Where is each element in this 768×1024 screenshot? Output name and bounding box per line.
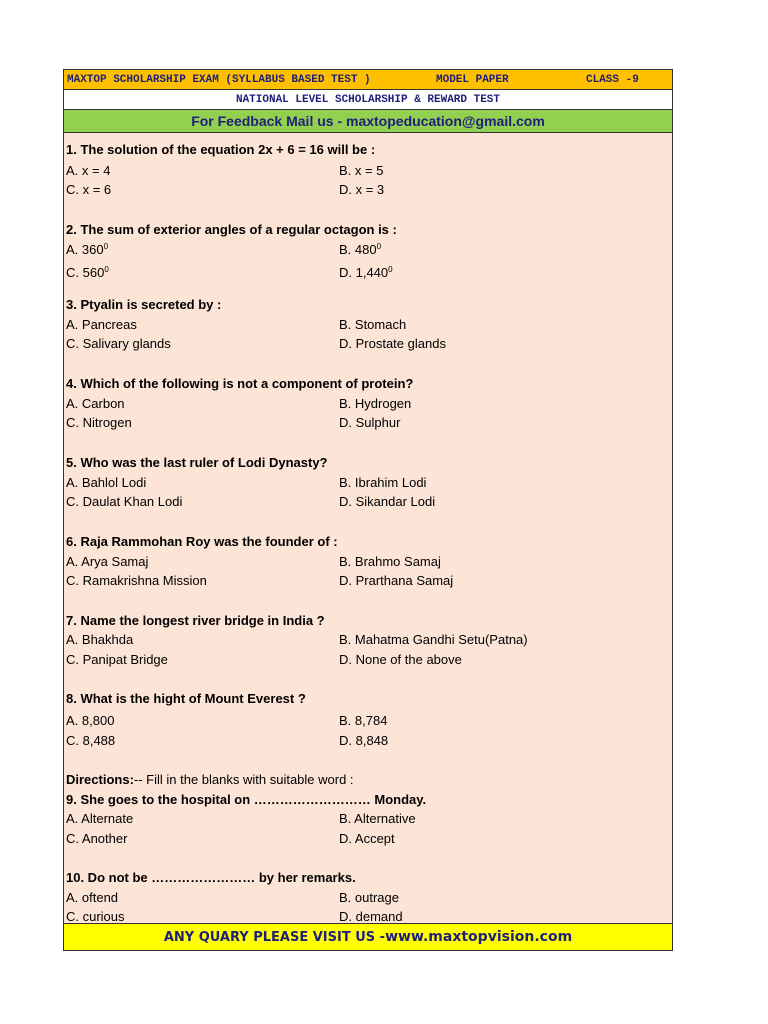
feedback-line: For Feedback Mail us - maxtopeducation@gmail.com: [64, 110, 672, 133]
exam-sheet: [63, 69, 673, 951]
option-d: D. x = 3: [339, 182, 385, 197]
option-a: A. Bahlol Lodi: [66, 475, 147, 490]
option-c: C. curious: [66, 909, 125, 924]
directions: Directions:-- Fill in the blanks with suitable word :: [66, 772, 354, 787]
option-a: A. Carbon: [66, 396, 125, 411]
option-a: A. $360^0$: [66, 242, 109, 257]
question-10: 10. Do not be …………………… by her remarks.: [66, 870, 356, 885]
option-d: D. Accept: [339, 831, 395, 846]
subtitle: NATIONAL LEVEL SCHOLARSHIP & REWARD TEST: [64, 90, 672, 110]
header-bar: [64, 70, 672, 90]
option-d: D. Prarthana Samaj: [339, 573, 454, 588]
option-d: D. Sulphur: [339, 415, 401, 430]
option-b: B. x = 5: [339, 163, 384, 178]
option-c: C. $560^0$: [66, 265, 109, 280]
option-b: B. Hydrogen: [339, 396, 412, 411]
question-2: 2. The sum of exterior angles of a regular octagon is :: [66, 222, 397, 237]
class-label: CLASS -9: [586, 74, 639, 86]
option-a: A. Bhakhda: [66, 632, 134, 647]
option-b: B. Alternative: [339, 811, 416, 826]
exam-title: MAXTOP SCHOLARSHIP EXAM (SYLLABUS BASED TEST ): [67, 74, 371, 86]
option-b: B. 8,784: [339, 713, 388, 728]
paper-type: MODEL PAPER: [436, 74, 509, 86]
option-a: A. 8,800: [66, 713, 115, 728]
option-c: C. Salivary glands: [66, 336, 171, 351]
option-c: C. Daulat Khan Lodi: [66, 494, 183, 509]
question-4: 4. Which of the following is not a component of protein?: [66, 376, 414, 391]
option-d: D. demand: [339, 909, 403, 924]
option-d: D. 8,848: [339, 733, 389, 748]
option-b: B. Brahmo Samaj: [339, 554, 441, 569]
question-3: 3. Ptyalin is secreted by :: [66, 297, 222, 312]
option-b: B. Mahatma Gandhi Setu(Patna): [339, 632, 528, 647]
option-c: C. Panipat Bridge: [66, 652, 168, 667]
question-7: 7. Name the longest river bridge in India ?: [66, 613, 325, 628]
footer-text: ANY QUARY PLEASE VISIT US -: [163, 930, 386, 945]
option-a: A. x = 4: [66, 163, 111, 178]
questions-area: [64, 133, 672, 924]
option-c: C. x = 6: [66, 182, 112, 197]
option-d: D. 1,440$^0$: [339, 265, 393, 280]
option-b: B. $480^0$: [339, 242, 382, 257]
option-c: C. 8,488: [66, 733, 116, 748]
option-a: A. Arya Samaj: [66, 554, 149, 569]
question-6: 6. Raja Rammohan Roy was the founder of :: [66, 534, 338, 549]
question-8: 8. What is the hight of Mount Everest ?: [66, 691, 306, 706]
question-1: 1. The solution of the equation 2x + 6 = 16 will be :: [66, 142, 376, 157]
option-d: D. None of the above: [339, 652, 462, 667]
option-c: C. Ramakrishna Mission: [66, 573, 207, 588]
option-c: C. Another: [66, 831, 128, 846]
option-d: D. Sikandar Lodi: [339, 494, 436, 509]
option-c: C. Nitrogen: [66, 415, 132, 430]
option-b: B. outrage: [339, 890, 399, 905]
option-b: B. Ibrahim Lodi: [339, 475, 427, 490]
question-5: 5. Who was the last ruler of Lodi Dynasty?: [66, 455, 328, 470]
option-d: D. Prostate glands: [339, 336, 446, 351]
website-link[interactable]: www.maxtopvision.com: [385, 929, 573, 945]
option-a: A. oftend: [66, 890, 119, 905]
question-9: 9. She goes to the hospital on ……………………… Monday.: [66, 792, 427, 807]
option-a: A. Alternate: [66, 811, 134, 826]
option-a: A. Pancreas: [66, 317, 137, 332]
footer-bar: [64, 924, 672, 950]
option-b: B. Stomach: [339, 317, 407, 332]
